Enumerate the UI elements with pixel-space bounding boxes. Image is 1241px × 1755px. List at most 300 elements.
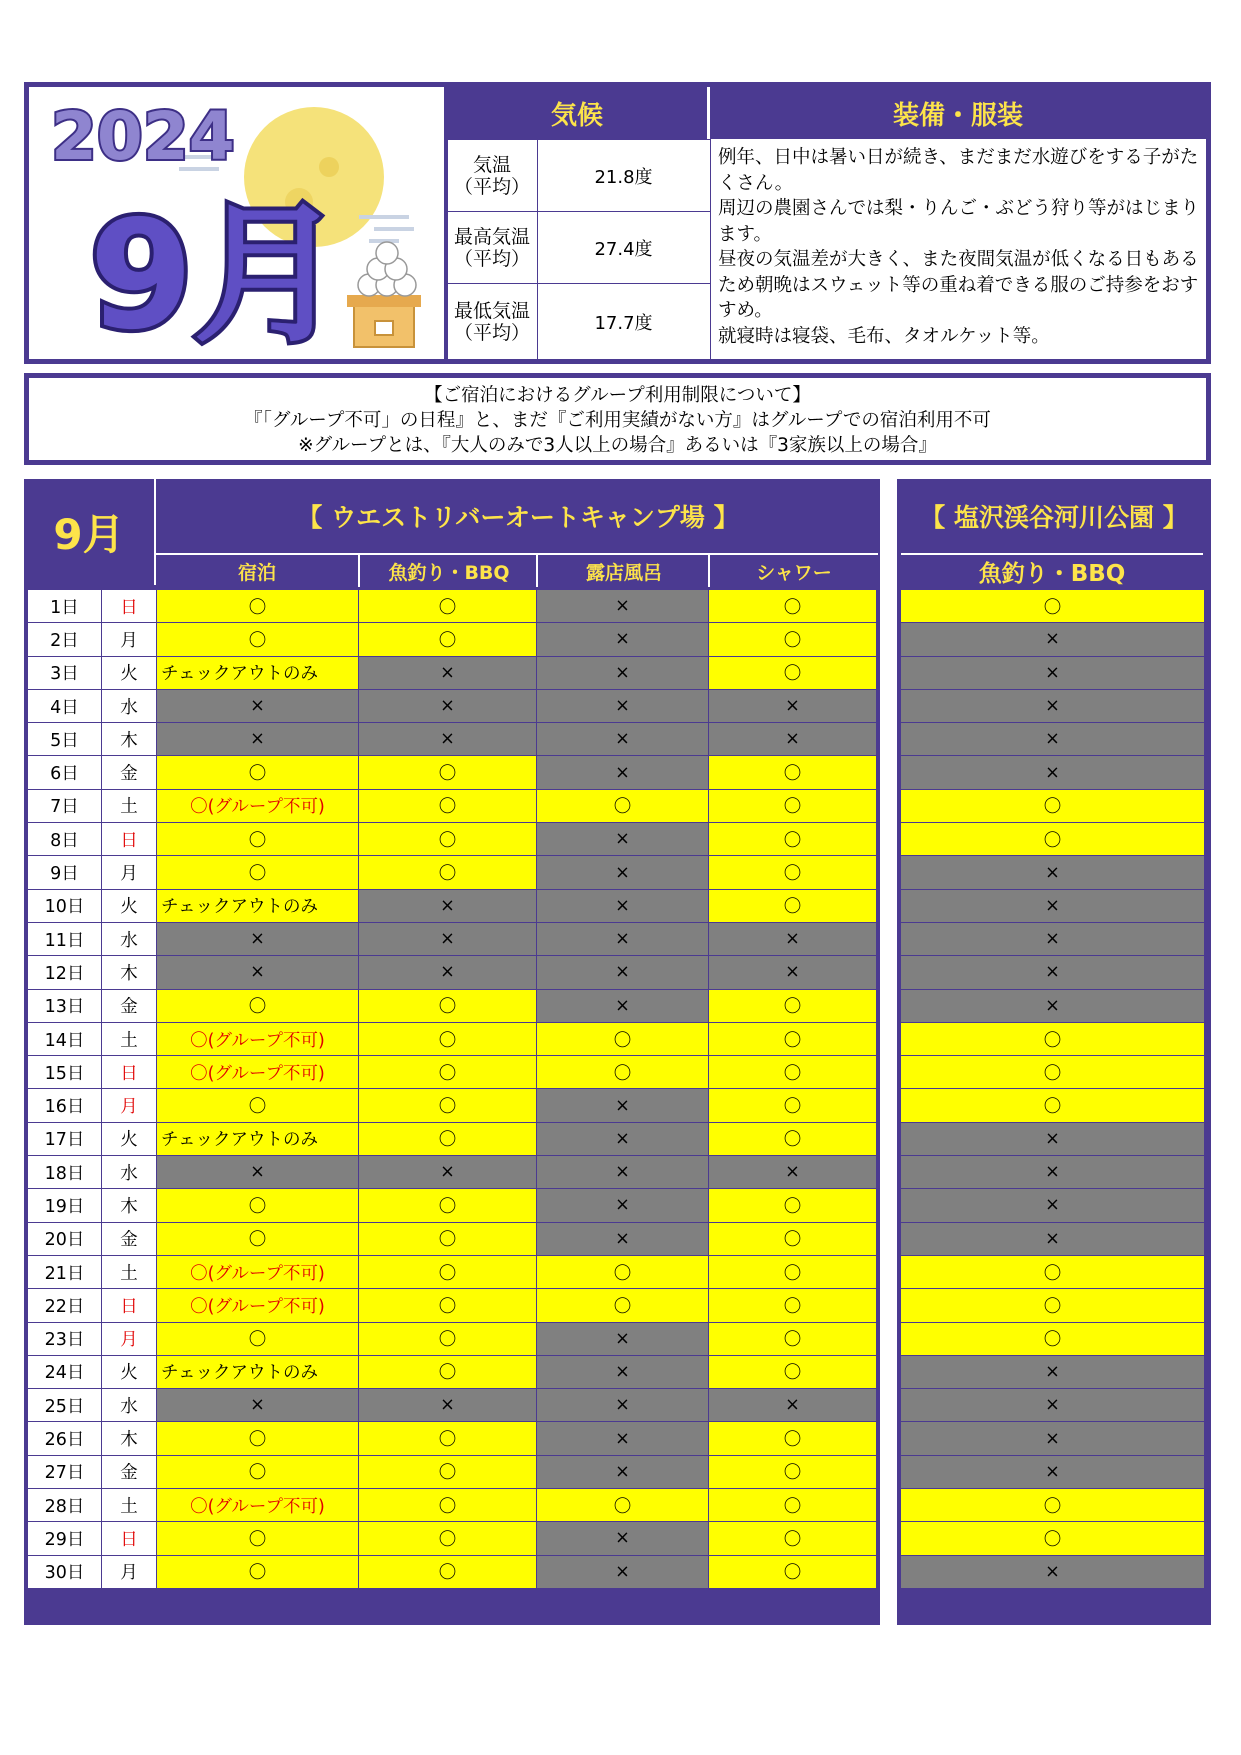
- date-cell: 4日: [28, 689, 102, 722]
- fishing-bbq-cell: 〇: [359, 1089, 537, 1122]
- park-fishing-bbq-cell: ×: [901, 656, 1205, 689]
- date-cell: 10日: [28, 889, 102, 922]
- park-row: [901, 1555, 1205, 1588]
- shower-cell: 〇: [709, 656, 877, 689]
- fishing-bbq-cell: 〇: [359, 590, 537, 623]
- stay-cell: 〇: [157, 1089, 359, 1122]
- park-fishing-bbq-cell: ×: [901, 623, 1205, 656]
- stay-cell: ×: [157, 1156, 359, 1189]
- park-fishing-bbq-cell: ×: [901, 1122, 1205, 1155]
- schedule-row: [28, 1022, 877, 1055]
- notice-line: 『「グループ不可」の日程』と、まだ『ご利用実績がない方』はグループでの宿泊利用不可: [244, 410, 991, 431]
- park-fishing-bbq-cell: ×: [901, 1156, 1205, 1189]
- stay-cell: ×: [157, 1389, 359, 1422]
- month-label: 9月: [53, 510, 125, 559]
- schedule-row: [28, 856, 877, 889]
- schedule-row: [28, 623, 877, 656]
- park-row: [901, 689, 1205, 722]
- park-fishing-bbq-cell: 〇: [901, 789, 1205, 822]
- notice-line: ※グループとは、『大人のみで3人以上の場合』あるいは『3家族以上の場合』: [298, 435, 937, 456]
- date-cell: 20日: [28, 1222, 102, 1255]
- equipment-title: 装備・服装: [710, 87, 1206, 139]
- shower-cell: 〇: [709, 1255, 877, 1288]
- schedule-row: [28, 723, 877, 756]
- shower-cell: 〇: [709, 856, 877, 889]
- park-fishing-bbq-cell: 〇: [901, 1289, 1205, 1322]
- fishing-bbq-cell: 〇: [359, 1255, 537, 1288]
- outdoor-bath-cell: ×: [537, 989, 709, 1022]
- park-fishing-bbq-cell: ×: [901, 723, 1205, 756]
- weekday-cell: 月: [102, 623, 157, 656]
- fishing-bbq-cell: 〇: [359, 1189, 537, 1222]
- date-cell: 1日: [28, 590, 102, 623]
- climate-header-panel: [24, 82, 1211, 364]
- park-row: [901, 1022, 1205, 1055]
- park-fishing-bbq-cell: 〇: [901, 1489, 1205, 1522]
- schedule-row: [28, 1355, 877, 1388]
- park-row: [901, 590, 1205, 623]
- stay-cell: ×: [157, 689, 359, 722]
- temp-value: 21.8度: [594, 167, 653, 188]
- park-fishing-bbq-cell: ×: [901, 756, 1205, 789]
- stay-cell: 〇: [157, 1422, 359, 1455]
- date-cell: 25日: [28, 1389, 102, 1422]
- weekday-cell: 水: [102, 1156, 157, 1189]
- shower-cell: 〇: [709, 1122, 877, 1155]
- outdoor-bath-cell: ×: [537, 1355, 709, 1388]
- schedule-row: [28, 1322, 877, 1355]
- shower-cell: 〇: [709, 1056, 877, 1089]
- stay-cell: 〇: [157, 623, 359, 656]
- shower-cell: 〇: [709, 590, 877, 623]
- outdoor-bath-cell: ×: [537, 1156, 709, 1189]
- park-row: [901, 1355, 1205, 1388]
- park-row: [901, 1222, 1205, 1255]
- date-cell: 18日: [28, 1156, 102, 1189]
- weekday-cell: 月: [102, 1555, 157, 1588]
- fishing-bbq-cell: ×: [359, 1389, 537, 1422]
- date-cell: 3日: [28, 656, 102, 689]
- column-header-park-fishing-bbq: 魚釣り・BBQ: [901, 553, 1203, 587]
- park-row: [901, 1489, 1205, 1522]
- schedule-row: [28, 1089, 877, 1122]
- column-header-shower: シャワー: [708, 553, 878, 587]
- park-row: [901, 656, 1205, 689]
- park-row: [901, 1056, 1205, 1089]
- equipment-text: 例年、日中は暑い日が続き、まだまだ水遊びをする子がたくさん。 周辺の農園さんでは梨・りんご・ぶどう狩り等がはじまります。 昼夜の気温差が大きく、また夜間気温が低くなる日もあるため朝晩はスウェット等の重ね着できる服のご持参をおすすめ。 就寝時は寝袋、毛布、タオルケット等。: [710, 139, 1206, 359]
- shower-cell: 〇: [709, 1355, 877, 1388]
- park-fishing-bbq-cell: 〇: [901, 590, 1205, 623]
- schedule-row: [28, 1056, 877, 1089]
- outdoor-bath-cell: 〇: [537, 1056, 709, 1089]
- outdoor-bath-cell: ×: [537, 590, 709, 623]
- stay-cell: 〇(グループ不可): [157, 1056, 359, 1089]
- weekday-cell: 土: [102, 789, 157, 822]
- fishing-bbq-cell: 〇: [359, 1022, 537, 1055]
- fishing-bbq-cell: 〇: [359, 1056, 537, 1089]
- shower-cell: 〇: [709, 623, 877, 656]
- shower-cell: ×: [709, 922, 877, 955]
- fishing-bbq-cell: 〇: [359, 1322, 537, 1355]
- park-fishing-bbq-cell: 〇: [901, 1022, 1205, 1055]
- park-fishing-bbq-cell: 〇: [901, 1089, 1205, 1122]
- park-fishing-bbq-cell: ×: [901, 689, 1205, 722]
- schedule-row: [28, 1422, 877, 1455]
- park-schedule: [897, 479, 1211, 1625]
- outdoor-bath-cell: ×: [537, 1422, 709, 1455]
- shower-cell: 〇: [709, 789, 877, 822]
- stay-cell: ×: [157, 956, 359, 989]
- outdoor-bath-cell: ×: [537, 1389, 709, 1422]
- stay-cell: 〇: [157, 1455, 359, 1488]
- temp-label: 気温 （平均）: [447, 140, 538, 212]
- date-cell: 19日: [28, 1189, 102, 1222]
- park-fishing-bbq-cell: ×: [901, 956, 1205, 989]
- date-cell: 26日: [28, 1422, 102, 1455]
- shower-cell: ×: [709, 1389, 877, 1422]
- schedule-row: [28, 1122, 877, 1155]
- weekday-cell: 月: [102, 856, 157, 889]
- park-fishing-bbq-cell: ×: [901, 989, 1205, 1022]
- schedule-row: [28, 1455, 877, 1488]
- date-cell: 15日: [28, 1056, 102, 1089]
- fishing-bbq-cell: ×: [359, 1156, 537, 1189]
- shower-cell: 〇: [709, 989, 877, 1022]
- shower-cell: 〇: [709, 1022, 877, 1055]
- shower-cell: ×: [709, 956, 877, 989]
- fishing-bbq-cell: 〇: [359, 989, 537, 1022]
- shower-cell: 〇: [709, 1189, 877, 1222]
- fishing-bbq-cell: 〇: [359, 1555, 537, 1588]
- date-cell: 13日: [28, 989, 102, 1022]
- weekday-cell: 土: [102, 1489, 157, 1522]
- date-cell: 9日: [28, 856, 102, 889]
- weekday-cell: 木: [102, 956, 157, 989]
- shower-cell: ×: [709, 1156, 877, 1189]
- weekday-cell: 水: [102, 922, 157, 955]
- park-row: [901, 989, 1205, 1022]
- schedule-row: [28, 823, 877, 856]
- park-row: [901, 1156, 1205, 1189]
- date-cell: 27日: [28, 1455, 102, 1488]
- fishing-bbq-cell: 〇: [359, 623, 537, 656]
- shower-cell: 〇: [709, 1222, 877, 1255]
- stay-cell: チェックアウトのみ: [157, 1122, 359, 1155]
- outdoor-bath-cell: ×: [537, 922, 709, 955]
- outdoor-bath-cell: 〇: [537, 1255, 709, 1288]
- park-fishing-bbq-cell: ×: [901, 1555, 1205, 1588]
- campground-table: [27, 589, 877, 1589]
- park-fishing-bbq-cell: ×: [901, 1422, 1205, 1455]
- weekday-cell: 水: [102, 1389, 157, 1422]
- shower-cell: 〇: [709, 756, 877, 789]
- park-fishing-bbq-cell: ×: [901, 1222, 1205, 1255]
- notice-title: 【ご宿泊におけるグループ利用制限について】: [424, 385, 811, 406]
- moon-viewing-illustration: [29, 87, 447, 359]
- weekday-cell: 日: [102, 1289, 157, 1322]
- shower-cell: 〇: [709, 1089, 877, 1122]
- stay-cell: 〇: [157, 1555, 359, 1588]
- schedule-row: [28, 789, 877, 822]
- schedule-row: [28, 756, 877, 789]
- schedule-row: [28, 922, 877, 955]
- stay-cell: 〇: [157, 590, 359, 623]
- shower-cell: 〇: [709, 1322, 877, 1355]
- fishing-bbq-cell: ×: [359, 922, 537, 955]
- shower-cell: 〇: [709, 889, 877, 922]
- park-fishing-bbq-cell: ×: [901, 1455, 1205, 1488]
- schedule-row: [28, 1255, 877, 1288]
- park-fishing-bbq-cell: ×: [901, 922, 1205, 955]
- schedule-row: [28, 656, 877, 689]
- date-cell: 12日: [28, 956, 102, 989]
- fishing-bbq-cell: ×: [359, 889, 537, 922]
- fishing-bbq-cell: ×: [359, 656, 537, 689]
- fishing-bbq-cell: 〇: [359, 1122, 537, 1155]
- park-row: [901, 856, 1205, 889]
- outdoor-bath-cell: ×: [537, 1189, 709, 1222]
- month-badge: 9月: [89, 189, 344, 359]
- fishing-bbq-cell: 〇: [359, 1455, 537, 1488]
- weekday-cell: 月: [102, 1089, 157, 1122]
- outdoor-bath-cell: ×: [537, 1089, 709, 1122]
- park-row: [901, 1255, 1205, 1288]
- date-cell: 16日: [28, 1089, 102, 1122]
- park-fishing-bbq-cell: 〇: [901, 1056, 1205, 1089]
- stay-cell: ×: [157, 723, 359, 756]
- outdoor-bath-cell: ×: [537, 1522, 709, 1555]
- temp-label: 最低気温 （平均）: [447, 284, 538, 360]
- park-fishing-bbq-cell: 〇: [901, 1255, 1205, 1288]
- stay-cell: 〇(グループ不可): [157, 1022, 359, 1055]
- stay-cell: ×: [157, 922, 359, 955]
- temp-row-min: [447, 283, 710, 360]
- temp-row-max: [447, 211, 710, 284]
- park-row: [901, 789, 1205, 822]
- park-row: [901, 723, 1205, 756]
- temp-value: 27.4度: [594, 239, 653, 260]
- park-row: [901, 623, 1205, 656]
- stay-cell: 〇: [157, 1322, 359, 1355]
- schedule-row: [28, 1189, 877, 1222]
- weekday-cell: 土: [102, 1255, 157, 1288]
- outdoor-bath-cell: ×: [537, 1222, 709, 1255]
- temp-value: 17.7度: [594, 313, 653, 334]
- fishing-bbq-cell: ×: [359, 956, 537, 989]
- park-row: [901, 1289, 1205, 1322]
- park-fishing-bbq-cell: 〇: [901, 1522, 1205, 1555]
- shower-cell: 〇: [709, 1555, 877, 1588]
- fishing-bbq-cell: 〇: [359, 823, 537, 856]
- schedule-row: [28, 989, 877, 1022]
- stay-cell: 〇(グループ不可): [157, 1255, 359, 1288]
- outdoor-bath-cell: ×: [537, 1322, 709, 1355]
- outdoor-bath-cell: ×: [537, 689, 709, 722]
- date-cell: 7日: [28, 789, 102, 822]
- park-row: [901, 823, 1205, 856]
- park-row: [901, 1122, 1205, 1155]
- date-cell: 2日: [28, 623, 102, 656]
- climate-title: 気候: [447, 87, 707, 139]
- park-row: [901, 956, 1205, 989]
- column-header-fishing-bbq: 魚釣り・BBQ: [358, 553, 538, 587]
- weekday-cell: 日: [102, 590, 157, 623]
- shower-cell: 〇: [709, 1522, 877, 1555]
- weekday-cell: 日: [102, 1056, 157, 1089]
- weekday-cell: 火: [102, 1355, 157, 1388]
- schedule-row: [28, 1222, 877, 1255]
- outdoor-bath-cell: 〇: [537, 1022, 709, 1055]
- stay-cell: 〇: [157, 1522, 359, 1555]
- weekday-cell: 金: [102, 756, 157, 789]
- weekday-cell: 日: [102, 1522, 157, 1555]
- date-cell: 28日: [28, 1489, 102, 1522]
- schedule-row: [28, 689, 877, 722]
- park-row: [901, 1322, 1205, 1355]
- fishing-bbq-cell: 〇: [359, 1489, 537, 1522]
- date-cell: 8日: [28, 823, 102, 856]
- fishing-bbq-cell: 〇: [359, 1289, 537, 1322]
- date-cell: 5日: [28, 723, 102, 756]
- outdoor-bath-cell: ×: [537, 856, 709, 889]
- shower-cell: ×: [709, 723, 877, 756]
- weekday-cell: 日: [102, 823, 157, 856]
- fishing-bbq-cell: 〇: [359, 1422, 537, 1455]
- park-row: [901, 756, 1205, 789]
- weekday-cell: 金: [102, 1222, 157, 1255]
- stay-cell: 〇(グループ不可): [157, 1489, 359, 1522]
- stay-cell: チェックアウトのみ: [157, 656, 359, 689]
- park-row: [901, 1422, 1205, 1455]
- campground-schedule: [24, 479, 880, 1625]
- schedule-row: [28, 590, 877, 623]
- stay-cell: 〇: [157, 1222, 359, 1255]
- park-fishing-bbq-cell: 〇: [901, 1322, 1205, 1355]
- outdoor-bath-cell: ×: [537, 723, 709, 756]
- date-cell: 21日: [28, 1255, 102, 1288]
- schedule-row: [28, 1389, 877, 1422]
- shower-cell: 〇: [709, 1489, 877, 1522]
- campground-title: 【 ウエストリバーオートキャンプ場 】: [297, 503, 739, 532]
- shower-cell: ×: [709, 689, 877, 722]
- park-title: 【 塩沢渓谷河川公園 】: [920, 503, 1188, 532]
- park-row: [901, 1189, 1205, 1222]
- shower-cell: 〇: [709, 1289, 877, 1322]
- outdoor-bath-cell: 〇: [537, 789, 709, 822]
- date-cell: 6日: [28, 756, 102, 789]
- column-header-outdoor-bath: 露店風呂: [536, 553, 710, 587]
- schedule-row: [28, 956, 877, 989]
- shower-cell: 〇: [709, 1455, 877, 1488]
- weekday-cell: 土: [102, 1022, 157, 1055]
- park-row: [901, 922, 1205, 955]
- fishing-bbq-cell: 〇: [359, 756, 537, 789]
- weekday-cell: 木: [102, 1189, 157, 1222]
- shower-cell: 〇: [709, 823, 877, 856]
- stay-cell: 〇(グループ不可): [157, 1289, 359, 1322]
- stay-cell: チェックアウトのみ: [157, 889, 359, 922]
- temp-label: 最高気温 （平均）: [447, 212, 538, 284]
- weekday-cell: 月: [102, 1322, 157, 1355]
- outdoor-bath-cell: ×: [537, 889, 709, 922]
- group-restriction-notice: [24, 373, 1211, 465]
- fishing-bbq-cell: 〇: [359, 789, 537, 822]
- outdoor-bath-cell: ×: [537, 656, 709, 689]
- park-fishing-bbq-cell: ×: [901, 889, 1205, 922]
- date-cell: 30日: [28, 1555, 102, 1588]
- stay-cell: 〇(グループ不可): [157, 789, 359, 822]
- date-cell: 23日: [28, 1322, 102, 1355]
- outdoor-bath-cell: 〇: [537, 1289, 709, 1322]
- outdoor-bath-cell: ×: [537, 1455, 709, 1488]
- stay-cell: チェックアウトのみ: [157, 1355, 359, 1388]
- shower-cell: 〇: [709, 1422, 877, 1455]
- outdoor-bath-cell: ×: [537, 956, 709, 989]
- weekday-cell: 火: [102, 1122, 157, 1155]
- stay-cell: 〇: [157, 1189, 359, 1222]
- schedule-row: [28, 1522, 877, 1555]
- outdoor-bath-cell: ×: [537, 756, 709, 789]
- schedule-row: [28, 1555, 877, 1588]
- weekday-cell: 火: [102, 656, 157, 689]
- year-label: 2024: [51, 98, 235, 175]
- park-fishing-bbq-cell: ×: [901, 1355, 1205, 1388]
- park-row: [901, 1089, 1205, 1122]
- park-fishing-bbq-cell: ×: [901, 856, 1205, 889]
- fishing-bbq-cell: 〇: [359, 1355, 537, 1388]
- outdoor-bath-cell: ×: [537, 1555, 709, 1588]
- date-cell: 29日: [28, 1522, 102, 1555]
- park-row: [901, 1522, 1205, 1555]
- date-cell: 14日: [28, 1022, 102, 1055]
- weekday-cell: 木: [102, 1422, 157, 1455]
- park-table: [900, 589, 1205, 1589]
- park-fishing-bbq-cell: ×: [901, 1189, 1205, 1222]
- weekday-cell: 木: [102, 723, 157, 756]
- outdoor-bath-cell: 〇: [537, 1489, 709, 1522]
- park-row: [901, 1455, 1205, 1488]
- outdoor-bath-cell: ×: [537, 623, 709, 656]
- date-cell: 22日: [28, 1289, 102, 1322]
- fishing-bbq-cell: 〇: [359, 1522, 537, 1555]
- column-header-stay: 宿泊: [156, 553, 358, 587]
- date-cell: 11日: [28, 922, 102, 955]
- schedule-row: [28, 1156, 877, 1189]
- outdoor-bath-cell: ×: [537, 1122, 709, 1155]
- stay-cell: 〇: [157, 856, 359, 889]
- park-fishing-bbq-cell: ×: [901, 1389, 1205, 1422]
- schedule-row: [28, 1289, 877, 1322]
- schedule-row: [28, 889, 877, 922]
- stay-cell: 〇: [157, 989, 359, 1022]
- temp-row-average: [447, 139, 710, 212]
- weekday-cell: 水: [102, 689, 157, 722]
- park-row: [901, 1389, 1205, 1422]
- park-row: [901, 889, 1205, 922]
- stay-cell: 〇: [157, 756, 359, 789]
- fishing-bbq-cell: ×: [359, 689, 537, 722]
- weekday-cell: 火: [102, 889, 157, 922]
- schedule-row: [28, 1489, 877, 1522]
- stay-cell: 〇: [157, 823, 359, 856]
- fishing-bbq-cell: 〇: [359, 856, 537, 889]
- date-cell: 24日: [28, 1355, 102, 1388]
- outdoor-bath-cell: ×: [537, 823, 709, 856]
- weekday-cell: 金: [102, 989, 157, 1022]
- fishing-bbq-cell: 〇: [359, 1222, 537, 1255]
- weekday-cell: 金: [102, 1455, 157, 1488]
- park-fishing-bbq-cell: 〇: [901, 823, 1205, 856]
